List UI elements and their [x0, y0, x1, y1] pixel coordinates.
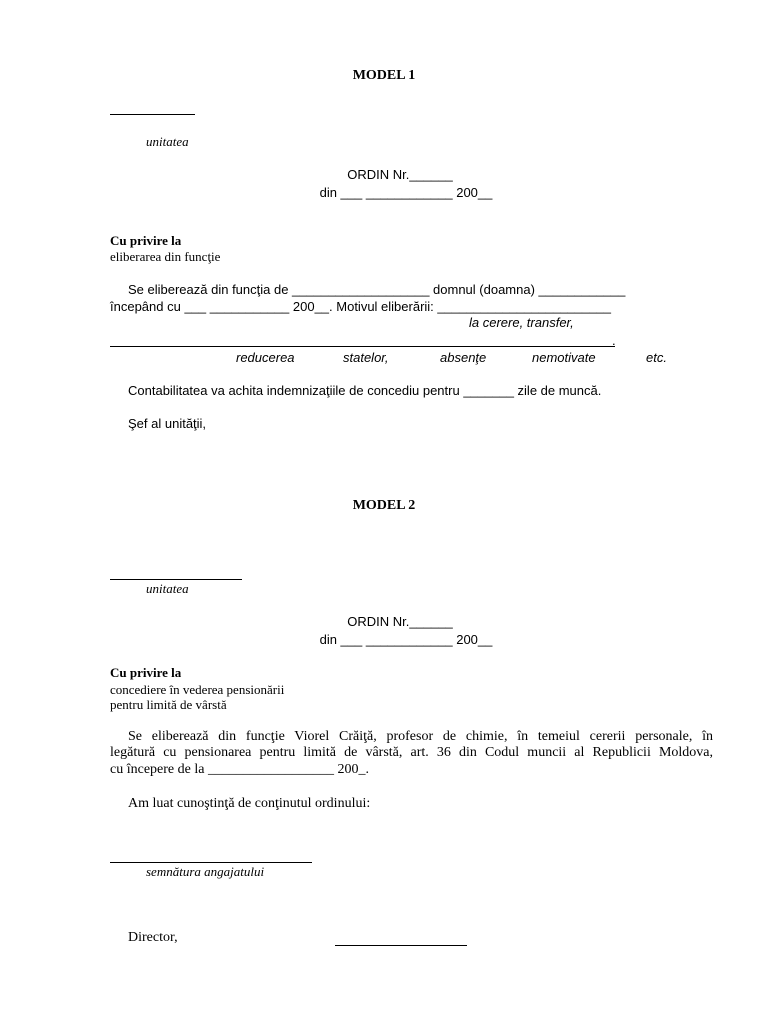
paragraph-line: Se eliberează din funcţia de ___________________ domnul (doamna) ____________: [128, 282, 626, 297]
signature-line: Şef al unităţii,: [128, 416, 207, 431]
order-date-line: din ___ ____________ 200__: [319, 185, 493, 200]
subject-text: eliberarea din funcţie: [110, 249, 221, 264]
employee-signature-blank-line: [110, 862, 312, 863]
director-label: Director,: [128, 930, 178, 945]
paragraph-line: începând cu ___ ___________ 200__. Motivul eliberării: ________________________: [110, 299, 611, 314]
reason-hint-word: etc.: [646, 350, 667, 365]
director-signature-blank-line: [335, 945, 467, 946]
subject-heading: Cu privire la: [110, 665, 182, 680]
reason-hint: la cerere, transfer,: [469, 315, 574, 330]
reason-blank-line: [110, 346, 615, 347]
paragraph-line: Contabilitatea va achita indemnizaţiile de concediu pentru _______ zile de muncă.: [128, 383, 602, 398]
unit-label: unitatea: [146, 134, 189, 149]
unit-blank-line: [110, 579, 242, 580]
reason-hint-word: statelor,: [343, 350, 389, 365]
subject-text: concediere în vederea pensionării: [110, 682, 285, 697]
paragraph-line: cu începere de la __________________ 200_.: [110, 762, 369, 777]
unit-blank-line: [110, 114, 195, 115]
paragraph-line: Se eliberează din funcţie Viorel Crăiţă, profesor de chimie, în temeiul cererii personale, în: [128, 729, 713, 744]
order-date-line: din ___ ____________ 200__: [319, 632, 493, 647]
paragraph-line: legătură cu pensionarea pentru limită de vârstă, art. 36 din Codul muncii al Republicii Moldova,: [110, 745, 713, 760]
trailing-dot: .: [612, 333, 616, 348]
employee-signature-label: semnătura angajatului: [146, 864, 265, 879]
reason-hint-word: reducerea: [236, 350, 295, 365]
subject-heading: Cu privire la: [110, 233, 182, 248]
order-number-line: ORDIN Nr.______: [347, 167, 453, 182]
reason-hint-word: nemotivate: [532, 350, 596, 365]
model2-title: MODEL 2: [352, 498, 416, 513]
acknowledgement-line: Am luat cunoştinţă de conţinutul ordinului:: [128, 796, 371, 811]
order-number-line: ORDIN Nr.______: [347, 614, 453, 629]
unit-label: unitatea: [146, 581, 189, 596]
subject-text: pentru limită de vârstă: [110, 697, 227, 712]
reason-hint-word: absenţe: [440, 350, 487, 365]
model1-title: MODEL 1: [352, 68, 416, 83]
